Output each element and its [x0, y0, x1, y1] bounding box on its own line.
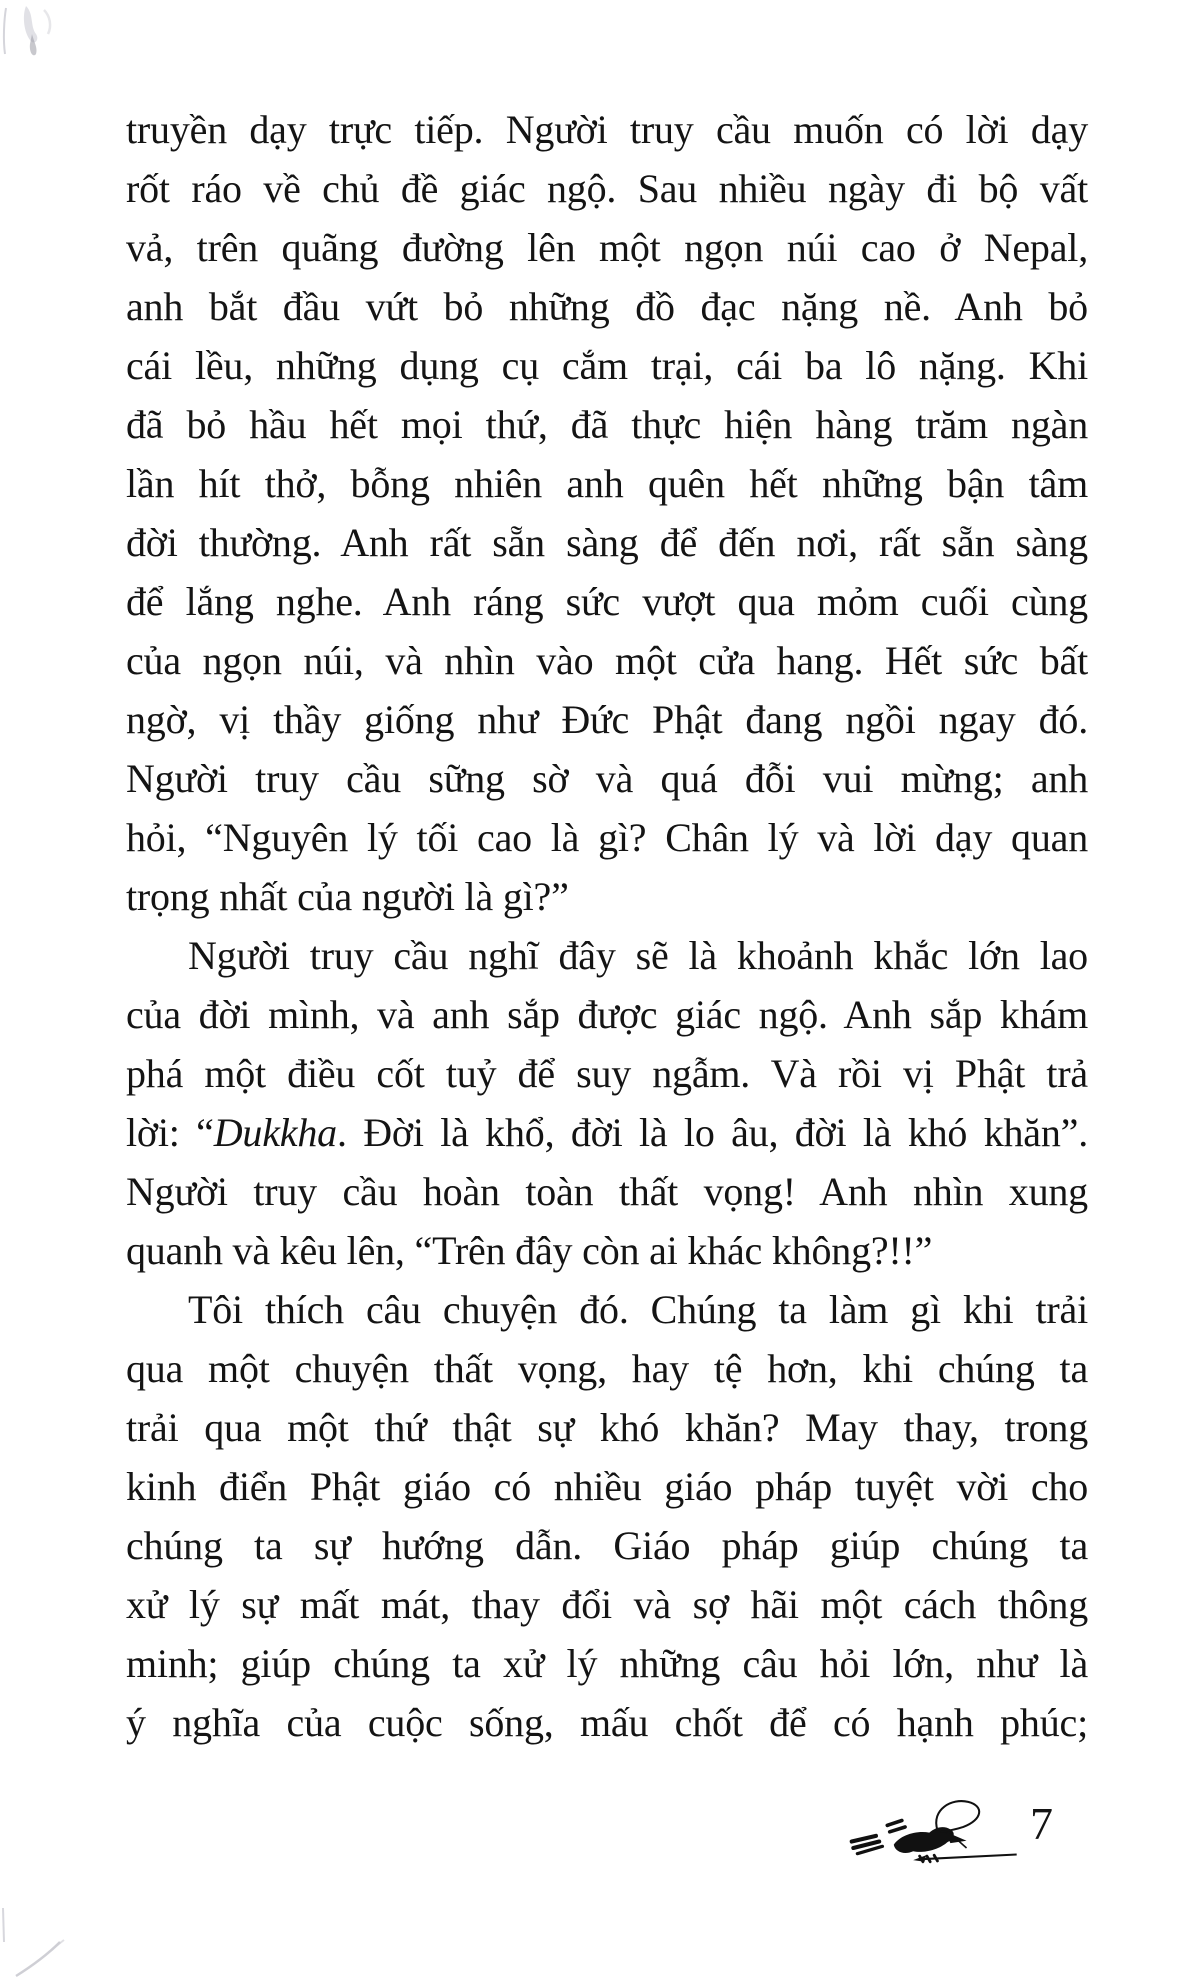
- text-line: xử lý sự mất mát, thay đổi và sợ hãi một cách thông: [126, 1582, 1088, 1627]
- text-line: vả, trên quãng đường lên một ngọn núi cao ở Nepal,: [126, 225, 1088, 270]
- page-footer: [842, 1792, 1082, 1876]
- text-line: phá một điều cốt tuỷ để suy ngẫm. Và rồi vị Phật trả: [126, 1051, 1088, 1096]
- text-line: truyền dạy trực tiếp. Người truy cầu muốn có lời dạy: [126, 107, 1088, 152]
- text-line: trọng nhất của người là gì?”: [126, 874, 569, 919]
- text-line: lời: “Dukkha. Đời là khổ, đời là lo âu, đời là khó khăn”.: [126, 1110, 1089, 1155]
- text-line: quanh và kêu lên, “Trên đây còn ai khác không?!!”: [126, 1228, 933, 1273]
- text-line: ngờ, vị thầy giống như Đức Phật đang ngồi ngay đó.: [126, 697, 1088, 742]
- text-line: Người truy cầu sững sờ và quá đỗi vui mừng; anh: [126, 756, 1088, 801]
- scan-artifact-bottom-left: [0, 1890, 120, 1984]
- text-line: rốt ráo về chủ đề giác ngộ. Sau nhiều ngày đi bộ vất: [126, 166, 1088, 211]
- page-number: 7: [1030, 1798, 1053, 1849]
- body-text: [126, 100, 1088, 1752]
- text-line: anh bắt đầu vứt bỏ những đồ đạc nặng nề. Anh bỏ: [126, 284, 1088, 329]
- text-line: minh; giúp chúng ta xử lý những câu hỏi lớn, như là: [126, 1641, 1088, 1686]
- text-line: đã bỏ hầu hết mọi thứ, đã thực hiện hàng trăm ngàn: [126, 402, 1088, 447]
- text-line: qua một chuyện thất vọng, hay tệ hơn, khi chúng ta: [126, 1346, 1088, 1391]
- text-line: ý nghĩa của cuộc sống, mấu chốt để có hạnh phúc;: [126, 1700, 1088, 1745]
- text-line: Người truy cầu nghĩ đây sẽ là khoảnh khắc lớn lao: [188, 933, 1088, 978]
- text-line: kinh điển Phật giáo có nhiều giáo pháp tuyệt vời cho: [126, 1464, 1088, 1509]
- text-line: lần hít thở, bỗng nhiên anh quên hết những bận tâm: [126, 461, 1088, 506]
- text-line: chúng ta sự hướng dẫn. Giáo pháp giúp chúng ta: [126, 1523, 1088, 1568]
- text-line: của ngọn núi, và nhìn vào một cửa hang. Hết sức bất: [126, 638, 1088, 683]
- text-line: Tôi thích câu chuyện đó. Chúng ta làm gì khi trải: [188, 1287, 1088, 1332]
- text-line: đời thường. Anh rất sẵn sàng để đến nơi, rất sẵn sàng: [126, 520, 1088, 565]
- scan-artifact-top-left: [0, 0, 120, 90]
- text-line: để lắng nghe. Anh ráng sức vượt qua mỏm cuối cùng: [126, 579, 1088, 624]
- text-line: của đời mình, và anh sắp được giác ngộ. Anh sắp khám: [126, 992, 1088, 1037]
- text-line: trải qua một thứ thật sự khó khăn? May thay, trong: [126, 1405, 1088, 1450]
- text-line: Người truy cầu hoàn toàn thất vọng! Anh nhìn xung: [126, 1169, 1088, 1214]
- text-line: hỏi, “Nguyên lý tối cao là gì? Chân lý và lời dạy quan: [126, 815, 1088, 860]
- bird-ink-flourish-icon: [842, 1792, 1028, 1870]
- text-line: cái lều, những dụng cụ cắm trại, cái ba lô nặng. Khi: [126, 343, 1088, 388]
